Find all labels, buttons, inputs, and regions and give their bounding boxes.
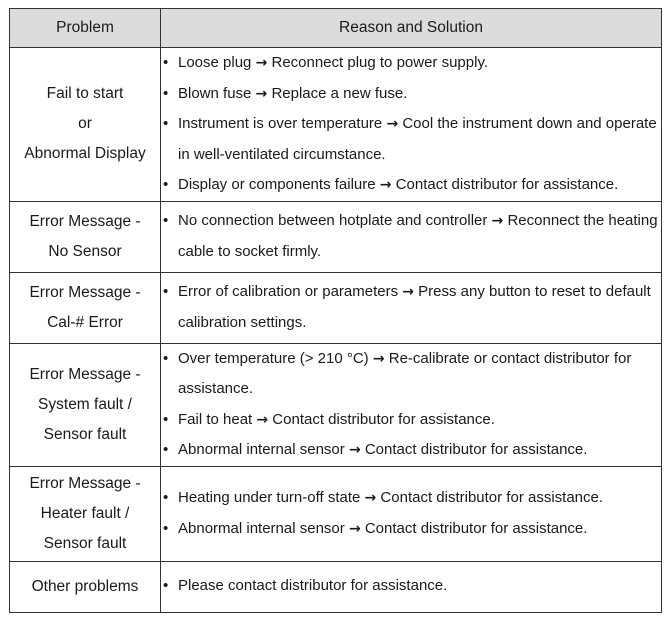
solution-item [161, 483, 661, 514]
solution-list [161, 571, 661, 602]
problem-cell [10, 201, 161, 272]
problem-line: Cal-# Error [47, 313, 123, 331]
troubleshooting-table [9, 8, 662, 613]
solution-cell [161, 466, 662, 561]
arrow-right-icon: → [386, 116, 399, 132]
cause-text: Loose plug [178, 54, 252, 71]
problem-cell [10, 272, 161, 343]
remedy-text: Contact distributor for assistance. [395, 176, 619, 193]
problem-line: Abnormal Display [24, 145, 146, 163]
remedy-text: Cool the instrument down and operate in well-ventilated circumstance. [178, 115, 657, 163]
arrow-right-icon: → [379, 177, 392, 193]
solution-item [161, 79, 661, 110]
solution-list [161, 206, 661, 267]
table-row [10, 561, 662, 612]
problem-cell [10, 48, 161, 202]
table-row [10, 343, 662, 466]
solution-item [161, 571, 661, 602]
problem-line: Fail to start [46, 85, 124, 103]
arrow-right-icon: → [256, 411, 269, 428]
solution-item [161, 206, 661, 267]
solution-item [161, 435, 661, 466]
problem-column-header: Problem [10, 9, 161, 48]
problem-line: Sensor fault [43, 534, 127, 552]
arrow-right-icon: → [491, 213, 504, 229]
cause-text: Heating under turn-off state [178, 489, 361, 506]
solution-item [161, 170, 661, 201]
remedy-text: Re-calibrate or contact distributor for assistance. [178, 349, 632, 397]
problem-line: Other problems [31, 577, 139, 595]
solution-cell [161, 272, 662, 343]
cause-text: Abnormal internal sensor [178, 519, 345, 537]
solution-cell [161, 201, 662, 272]
problem-line: Sensor fault [43, 425, 127, 443]
problem-line: Error Message - [29, 474, 141, 492]
remedy-text: Reconnect the heating cable to socket firmly. [178, 212, 658, 260]
problem-cell [10, 561, 161, 612]
cause-text: Blown fuse [178, 84, 252, 102]
solution-item [161, 109, 661, 170]
remedy-text: Replace a new fuse. [271, 84, 408, 102]
remedy-text: Contact distributor for assistance. [364, 519, 588, 537]
table-row [10, 48, 662, 202]
solution-list [161, 344, 661, 466]
cause-text: No connection between hotplate and controller [178, 212, 488, 229]
remedy-text: Contact distributor for assistance. [364, 441, 588, 458]
solution-item [161, 277, 661, 338]
problem-line: Heater fault / [40, 504, 130, 522]
problem-cell [10, 343, 161, 466]
problem-line: System fault / [38, 395, 132, 413]
solution-item [161, 344, 661, 405]
table-row [10, 272, 662, 343]
problem-line: Error Message - [29, 365, 141, 383]
table-row [10, 466, 662, 561]
arrow-right-icon: → [364, 490, 377, 506]
solution-cell [161, 48, 662, 202]
solution-cell [161, 561, 662, 612]
remedy-text: Contact distributor for assistance. [272, 410, 495, 428]
cause-text: Instrument is over temperature [178, 115, 383, 132]
arrow-right-icon: → [255, 85, 268, 102]
cause-text: Abnormal internal sensor [178, 441, 345, 458]
problem-line: or [78, 115, 92, 133]
solution-list [161, 48, 661, 201]
cause-text: Fail to heat [178, 410, 253, 428]
solution-list [161, 277, 661, 338]
remedy-text: Reconnect plug to power supply. [271, 54, 489, 71]
problem-line: No Sensor [48, 242, 122, 260]
problem-line: Error Message - [29, 212, 141, 230]
solution-item [161, 48, 661, 79]
remedy-text: Contact distributor for assistance. [380, 489, 604, 506]
arrow-right-icon: → [348, 520, 361, 537]
solution-text: Please contact distributor for assistance. [178, 577, 448, 595]
arrow-right-icon: → [372, 350, 385, 367]
cause-text: Error of calibration or parameters [178, 283, 399, 300]
arrow-right-icon: → [348, 442, 361, 458]
solution-item [161, 514, 661, 545]
arrow-right-icon: → [255, 55, 268, 71]
arrow-right-icon: → [402, 284, 414, 300]
solution-column-header: Reason and Solution [161, 9, 662, 48]
solution-list [161, 483, 661, 544]
table-body [10, 48, 662, 613]
remedy-text: Press any button to reset to default calibration settings. [178, 283, 651, 331]
problem-cell [10, 466, 161, 561]
solution-cell [161, 343, 662, 466]
solution-item [161, 405, 661, 436]
table-row [10, 201, 662, 272]
cause-text: Over temperature (> 210 °C) [178, 349, 369, 367]
cause-text: Display or components failure [178, 176, 376, 193]
problem-line: Error Message - [29, 283, 141, 301]
table-header-row [10, 9, 662, 48]
